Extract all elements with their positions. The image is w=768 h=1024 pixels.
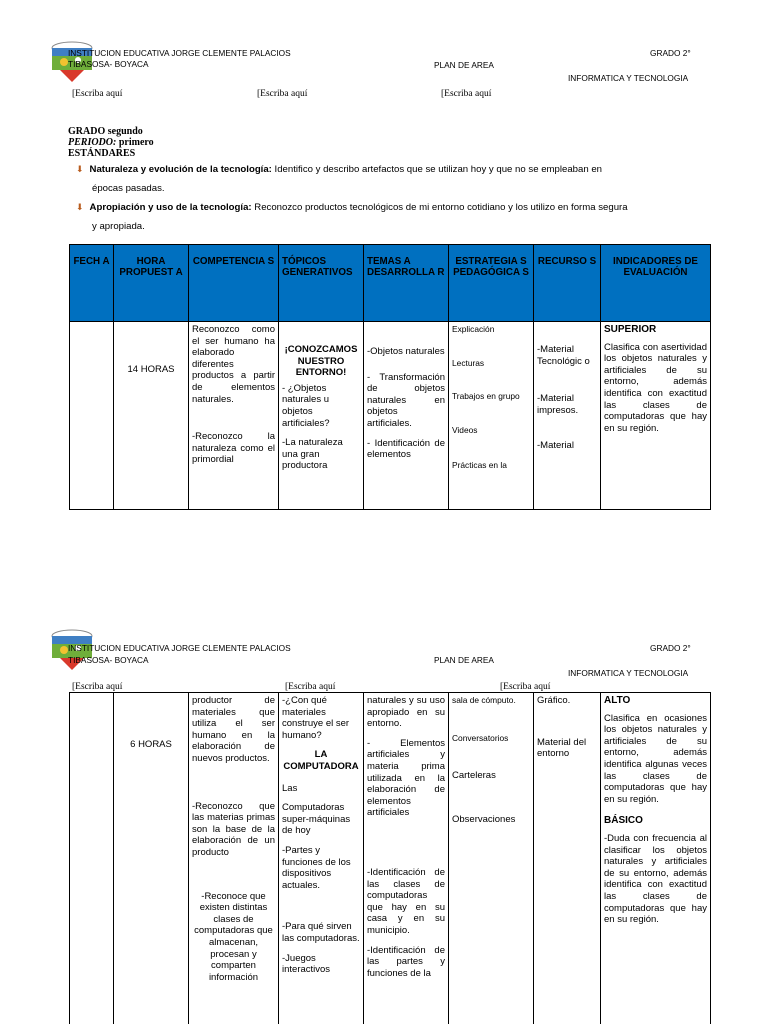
institution-name: INSTITUCION EDUCATIVA JORGE CLEMENTE PALACIOS xyxy=(68,48,291,58)
col-temas: TEMAS A DESARROLLA R xyxy=(364,245,449,322)
col-fecha: FECH A xyxy=(70,245,114,322)
col-estrategias: ESTRATEGIA S PEDAGÓGICA S xyxy=(449,245,534,322)
col-recursos: RECURSO S xyxy=(534,245,601,322)
cell-estrategia: sala de cómputo. Conversatorios Carteleras Observaciones xyxy=(449,693,534,1024)
cell-competencia: Reconozco como el ser humano ha elaborado diferentes productos a partir de elementos naturales. -Reconozco la naturaleza como el primordial xyxy=(189,322,279,510)
grado-line: GRADO segundo xyxy=(68,126,143,137)
subject-label: INFORMATICA Y TECNOLOGIA xyxy=(568,73,689,83)
standard-2: ⬇ Apropiación y uso de la tecnología: Reconozco productos tecnológicos de mi entorno cotidiano y los utilizo en forma segura y apropiada. xyxy=(76,202,628,232)
cell-estrategia: Explicación Lecturas Trabajos en grupo Videos Prácticas en la xyxy=(449,322,534,510)
col-competencias: COMPETENCIA S xyxy=(189,245,279,322)
cell-fecha xyxy=(70,322,114,510)
cell-indicador: ALTO Clasifica en ocasiones los objetos naturales y artificiales de su entorno, además identifica algunas veces las clases de computadoras que hay en su región. BÁSICO -Duda con frecuencia al clasificar los objetos naturales y artificiales de su entorno, además identifica con exactitud las clases de computadoras que hay en su región. xyxy=(601,693,711,1024)
bullet-icon: ⬇ xyxy=(76,164,84,174)
table-row xyxy=(70,693,711,1024)
placeholder-right[interactable]: [Escriba aquí xyxy=(500,682,551,692)
standard-1: ⬇ Naturaleza y evolución de la tecnología: Identifico y describo artefactos que se utilizan hoy y que no se empleaban en épocas pasadas. xyxy=(76,164,603,194)
table-row xyxy=(70,322,711,510)
cell-topico: -¿Con qué materiales construye el ser humano? LA COMPUTADORA Las Computadoras super-máquinas de hoy -Partes y funciones de los dispositivos actuales. -Para qué sirven las computadoras. -Juegos interactivos xyxy=(279,693,364,1024)
bullet-icon: ⬇ xyxy=(76,202,84,212)
plan-title: PLAN DE AREA xyxy=(434,60,494,70)
page-2 xyxy=(0,595,768,1024)
grade-label: GRADO 2° xyxy=(650,643,691,653)
cell-tema: naturales y su uso apropiado en su entorno. - Elementos artificiales y materia prima utilizada en la elaboración de elementos artificiales -Identificación de las clases de computadoras que hay en su casa y en su municipio. -Identificación de las partes y funciones de la xyxy=(364,693,449,1024)
cell-tema: -Objetos naturales - Transformación de objetos naturales en objetos artificiales. - Identificación de elementos xyxy=(364,322,449,510)
placeholder-center[interactable]: [Escriba aquí xyxy=(257,89,308,99)
institution-location: TIBASOSA- BOYACA xyxy=(68,59,149,69)
subject-label: INFORMATICA Y TECNOLOGIA xyxy=(568,668,689,678)
cell-hora: 14 HORAS xyxy=(114,322,189,510)
meta-block xyxy=(68,126,154,159)
cell-fecha xyxy=(70,693,114,1024)
institution-location: TIBASOSA- BOYACA xyxy=(68,655,149,665)
cell-recurso: -Material Tecnológic o -Material impresos. -Material xyxy=(534,322,601,510)
cell-recurso: Gráfico. Material del entorno xyxy=(534,693,601,1024)
placeholder-left[interactable]: [Escriba aquí xyxy=(72,682,123,692)
col-hora: HORA PROPUEST A xyxy=(114,245,189,322)
cell-competencia: productor de materiales que utiliza el ser humano en la elaboración de nuevos productos. -Reconozco que las materias primas son la base de la elaboración de un producto -Reconoce que existen distintas clases de computadoras que almacenan, procesan y comparten información xyxy=(189,693,279,1024)
cell-indicador: SUPERIOR Clasifica con asertividad los objetos naturales y artificiales de su entorno, además identifica con exactitud las clases de computadoras que hay en su región. xyxy=(601,322,711,510)
institution-name: INSTITUCION EDUCATIVA JORGE CLEMENTE PALACIOS xyxy=(68,643,291,653)
grade-label: GRADO 2° xyxy=(650,48,691,58)
plan-title: PLAN DE AREA xyxy=(434,655,494,665)
plan-table-page-1 xyxy=(69,244,711,510)
periodo-line: PERIODO: primero xyxy=(68,137,154,148)
cell-topico: ¡CONOZCAMOS NUESTRO ENTORNO! - ¿Objetos naturales u objetos artificiales? -La naturaleza una gran productora xyxy=(279,322,364,510)
plan-table-page-2 xyxy=(69,692,711,1024)
col-indicadores: INDICADORES DE EVALUACIÓN xyxy=(601,245,711,322)
col-topicos: TÓPICOS GENERATIVOS xyxy=(279,245,364,322)
placeholder-left[interactable]: [Escriba aquí xyxy=(72,89,123,99)
placeholder-center[interactable]: [Escriba aquí xyxy=(285,682,336,692)
cell-hora: 6 HORAS xyxy=(114,693,189,1024)
estandares-label: ESTÁNDARES xyxy=(68,148,136,159)
table-header-row xyxy=(70,245,711,322)
placeholder-right[interactable]: [Escriba aquí xyxy=(441,89,492,99)
